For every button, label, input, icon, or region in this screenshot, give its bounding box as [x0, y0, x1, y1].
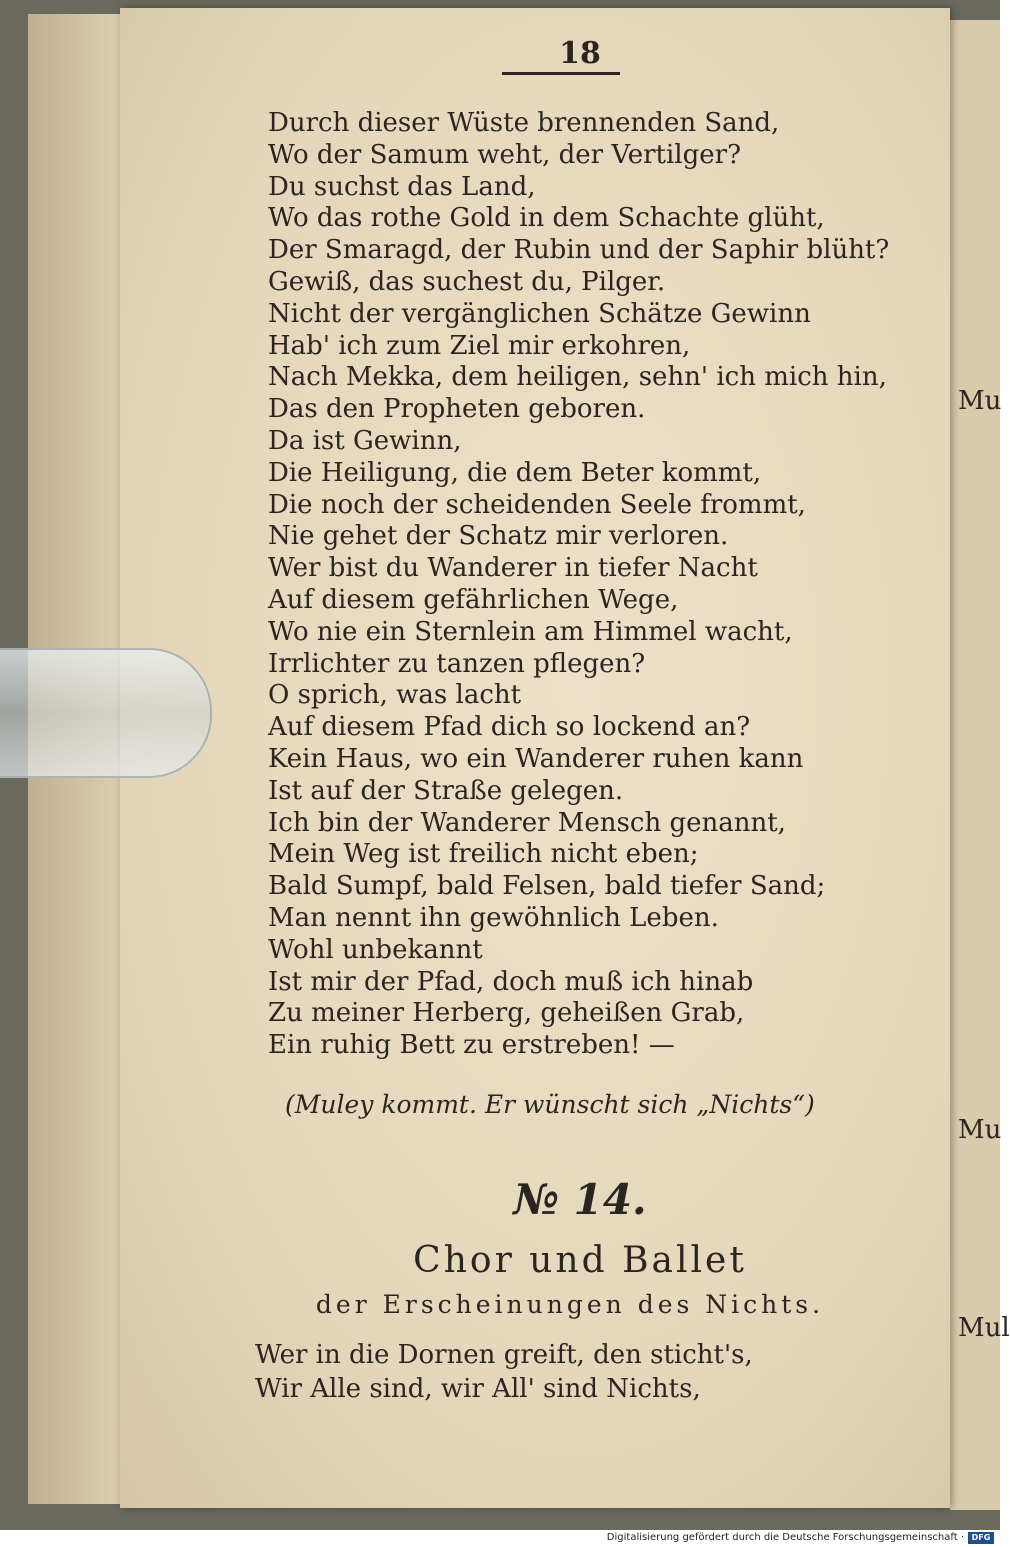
page-number: 18 [559, 36, 601, 71]
stage-direction: (Muley kommt. Er wünscht sich „Nichts“) [285, 1090, 815, 1119]
chorus-text [255, 1338, 753, 1406]
poem-line: Nie gehet der Schatz mir verloren. [268, 521, 729, 552]
page-number-rule [502, 72, 620, 75]
poem-line: Du suchst das Land, [268, 171, 536, 202]
footer-credit: Digitalisierung gefördert durch die Deutsche Forschungsgemeinschaft · [606, 1532, 964, 1543]
poem-line: Auf diesem Pfad dich so lockend an? [268, 712, 751, 743]
poem-line: Wo das rothe Gold in dem Schachte glüht, [268, 203, 825, 234]
poem-line: Irrlichter zu tanzen pflegen? [268, 648, 646, 679]
number-heading: № 14. [513, 1175, 647, 1224]
poem-line: Hab' ich zum Ziel mir erkohren, [268, 330, 691, 361]
poem-line: Mein Weg ist freilich nicht eben; [268, 839, 699, 870]
poem-line: Zu meiner Herberg, geheißen Grab, [268, 998, 745, 1029]
poem-line: Man nennt ihn gewöhnlich Leben. [268, 902, 719, 933]
poem-line: O sprich, was lacht [268, 680, 522, 711]
poem-line: Ich bin der Wanderer Mensch genannt, [268, 807, 786, 838]
poem-line: Der Smaragd, der Rubin und der Saphir blüht? [268, 235, 890, 266]
poem-line: Nach Mekka, dem heiligen, sehn' ich mich hin, [268, 362, 887, 393]
poem-line: Kein Haus, wo ein Wanderer ruhen kann [268, 743, 804, 774]
poem-line: Durch dieser Wüste brennenden Sand, [268, 108, 780, 138]
poem-line: Das den Propheten geboren. [268, 394, 646, 425]
adjacent-page-fragment: Mul [958, 1313, 1010, 1343]
poem-line: Wo nie ein Sternlein am Himmel wacht, [268, 616, 793, 647]
poem-line: Auf diesem gefährlichen Wege, [268, 584, 679, 615]
poem-line: Wo der Samum weht, der Vertilger? [268, 139, 742, 170]
section-title: Chor und Ballet [413, 1240, 747, 1281]
poem-line: Bald Sumpf, bald Felsen, bald tiefer Sand; [268, 871, 826, 902]
poem-line: Wohl unbekannt [268, 934, 483, 965]
poem-line: Gewiß, das suchest du, Pilger. [268, 266, 666, 297]
transparent-page-holder [0, 648, 212, 778]
poem-line: Ist mir der Pfad, doch muß ich hinab [268, 966, 754, 997]
adjacent-page-fragment: Mu [958, 386, 1002, 416]
adjacent-page-fragment: Mu [958, 1115, 1002, 1145]
poem-line: Ein ruhig Bett zu erstreben! — [268, 1030, 675, 1061]
chorus-line: Wer in die Dornen greift, den sticht's, [255, 1340, 753, 1370]
poem-line: Da ist Gewinn, [268, 425, 462, 456]
chorus-line: Wir Alle sind, wir All' sind Nichts, [255, 1374, 701, 1404]
dfg-logo-icon: DFG [968, 1532, 994, 1544]
poem-line: Nicht der vergänglichen Schätze Gewinn [268, 298, 811, 329]
poem-line: Die noch der scheidenden Seele frommt, [268, 489, 806, 520]
poem-line: Ist auf der Straße gelegen. [268, 775, 624, 806]
poem-line: Wer bist du Wanderer in tiefer Nacht [268, 553, 758, 584]
poem-line: Die Heiligung, die dem Beter kommt, [268, 457, 762, 488]
adjacent-page [950, 20, 1000, 1510]
poem-text [268, 108, 889, 1062]
section-subtitle: der Erscheinungen des Nichts. [315, 1290, 825, 1319]
